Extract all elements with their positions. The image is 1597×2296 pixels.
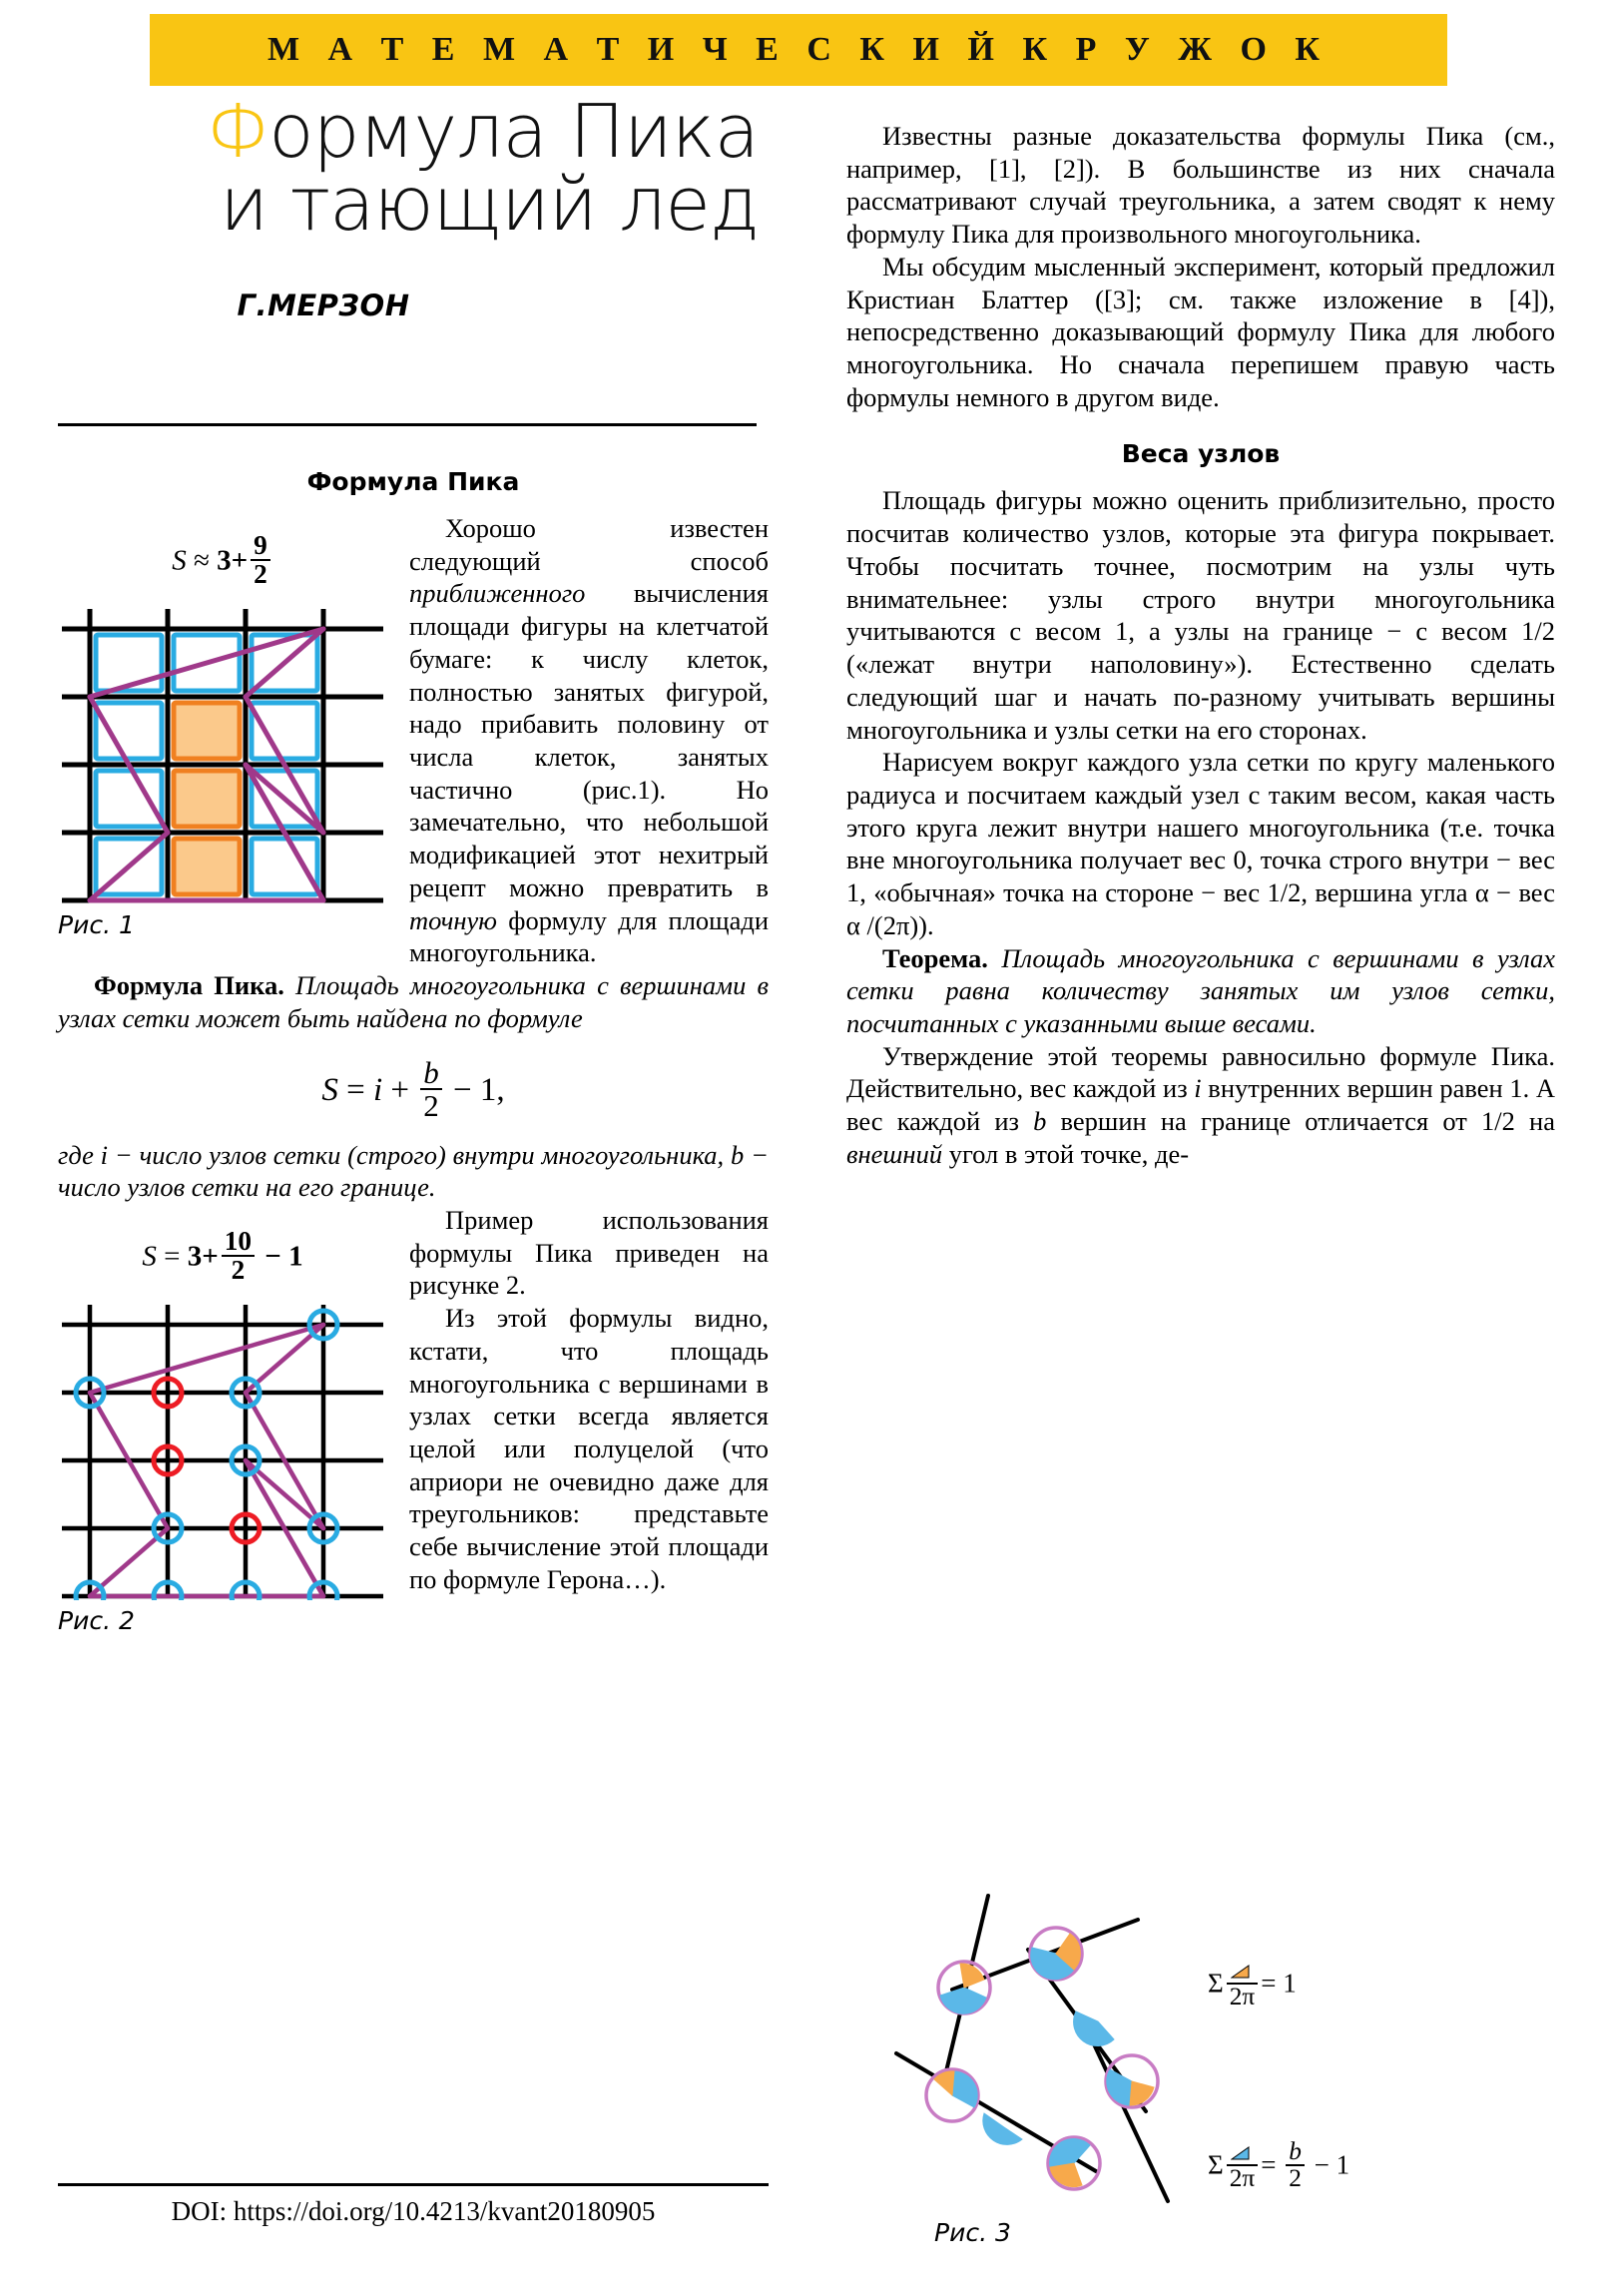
title-divider [58,423,757,426]
eq-S: S [321,1071,338,1108]
figure-3-equation-bottom [1208,2139,1349,2192]
rp6-i2: b [1033,1106,1047,1137]
f3-sigma-top: Σ [1208,1968,1224,1999]
fig2-lhs: S [142,1240,157,1273]
left-paragraph-2 [58,969,769,1034]
left-paragraph-4: Пример использования формулы Пика приведен на рисунке 2. [409,1204,769,1301]
title-accent-letter: Ф [206,89,269,175]
fig3-node-vertex [938,1962,990,2013]
fig1-lhs: S [172,544,187,577]
right-column [846,120,1555,1171]
lp3-a: где [58,1139,101,1170]
figure-2 [58,1214,387,1635]
f3-rhs-tail: − 1 [1314,2149,1350,2180]
eq-comma: , [496,1071,505,1108]
banner-title: М А Т Е М А Т И Ч Е С К И Й К Р У Ж О К [266,31,1331,68]
lp1-i1: приближенного [409,578,586,609]
eq-fraction [420,1054,442,1123]
figure-2-caption: Рис. 2 [58,1605,135,1635]
figure-1-caption: Рис. 1 [58,909,135,939]
f3-sigma-bottom: Σ [1208,2149,1224,2180]
right-paragraph-5 [846,942,1555,1040]
f3-rhs-frac [1286,2139,1305,2192]
lp3-b: − число узлов сетки (строго) внутри многоугольника, [108,1139,732,1170]
lp1-c: формулу для площади многоугольника. [409,904,769,968]
rp6-a: Утверждение этой теоремы равносильно формуле Пика. Действительно, вес каждой из [846,1040,1555,1104]
f3-rhs-num: b [1289,2137,1302,2165]
fig2-frac-num: 10 [224,1225,253,1256]
left-paragraph-5: Из этой формулы видно, кстати, что площадь многоугольника с вершинами в узлах сетки всегда является целой или полуцелой (что априори не очевидно даже для треугольников: представьте себе вычисление этой площади по формуле Герона…). [409,1303,769,1594]
f3-frac-bottom [1227,2139,1259,2192]
lp1-b: вычисления площади фигуры на клетчатой бумаге: к числу клеток, полностью занятых фигурой, надо прибавить половину от числа клеток, занятых частично (рис.1). Но замечательно, что небольшой модификацией этот нехитрый рецепт можно превратить в [409,578,769,902]
fig3-node-vertex [1030,1928,1082,1980]
fig1-fraction [251,532,270,589]
rp6-c: вершин на границе отличается от 1/2 на [1046,1106,1555,1137]
left-column [58,467,769,1639]
article-title-line1 [60,89,759,175]
article-title-line2: и тающий лед [220,162,759,249]
f3-rhs-den: 2 [1286,2164,1305,2191]
fig3-node-edge [1074,2011,1114,2045]
rp6-i1: i [1194,1073,1202,1104]
f3-eq-bottom-sign: = [1261,2149,1277,2180]
right-paragraph-1: Известны разные доказательства формулы Пика (см., например, [1], [2]). В большинстве из них сначала рассматривают случай треугольника, а затем сводят к нему формулу Пика для произвольного многоугольника. [846,121,1555,250]
fig3-node-vertex [1106,2055,1158,2107]
f3-angle-blue-icon [1227,2139,1259,2164]
rp6-i3: внешний [846,1138,943,1169]
heading-node-weights: Веса узлов [1121,439,1281,469]
f3-eq-top-sign: = [1261,1968,1277,1999]
fig2-frac-den: 2 [222,1255,255,1284]
fig1-plus: + [231,544,249,577]
fig1-frac-den: 2 [251,559,270,588]
f3-den-top: 2π [1227,1983,1259,2009]
rp5-italic: Площадь многоугольника с вершинами в узлах сетки равна количеству занятых им узлов сетки, посчитанных с указанными выше весами. [846,942,1555,1038]
fig1-rel: ≈ [193,544,210,577]
lp1-i2: точную [409,904,497,935]
right-paragraph-4: Нарисуем вокруг каждого узла сетки по кругу маленького радиуса и посчитаем каждый узел с таким весом, какая часть этого круга лежит внутри нашего многоугольника (т.е. точка вне многоугольника получает вес 0, точка строго внутри − вес 1, «обычная» точка на стороне − вес 1/2, вершина угла α − вес α /(2π)). [846,747,1555,940]
figure-1-graphic [58,605,387,904]
rp5-bold: Теорема. [882,942,988,973]
fig3-node-vertex [926,2069,978,2121]
fig2-tail: − 1 [265,1240,303,1273]
lp3-i: i [100,1139,109,1170]
rp6-b: внутренних вершин равен 1. А вес каждой из [846,1073,1555,1137]
f3-eq-top-rhs: 1 [1283,1968,1297,1999]
right-paragraph-6 [846,1040,1555,1171]
fig1-frac-num: 9 [254,530,267,560]
lp3-i2: b [731,1139,745,1170]
fig1-whole: 3 [217,544,232,577]
rp6-d: угол в этой точке, де- [942,1138,1190,1169]
fig2-plus: + [202,1240,219,1273]
fig3-node-vertex [1048,2137,1100,2189]
figure-2-graphic [58,1301,387,1600]
left-paragraph-3 [58,1139,769,1204]
fig2-rel: = [164,1240,181,1273]
right-paragraph-2: Мы обсудим мысленный эксперимент, который предложил Кристиан Блаттер ([3]; см. также изложение в [4]), непосредственно доказывающий формулу Пика для любого многоугольника. Но сначала перепишем правую часть формулы немного в другом виде. [846,251,1555,412]
figure-1-formula [58,532,387,589]
pick-formula-display: S = i + $\frac{b}{2}$ − 1, [321,1054,505,1123]
heading-pick-formula: Формула Пика [306,467,520,496]
figure-3 [856,1872,1555,2271]
eq-frac-den: 2 [420,1088,442,1121]
eq-i: i [372,1071,383,1108]
title-block [60,89,759,322]
eq-frac-num: b [423,1054,439,1090]
lp1-a: Хорошо известен следующий способ [409,513,769,576]
title-line1-rest: ормула Пика [268,89,759,175]
section-banner [150,14,1447,86]
f3-angle-orange-icon [1227,1958,1259,1983]
figure-2-formula [58,1225,387,1286]
doi-text: DOI: https://doi.org/10.4213/kvant20180905 [171,2196,656,2226]
fig2-fraction [222,1225,255,1286]
lp2-bold: Формула Пика. [94,970,284,1001]
f3-den-bottom: 2π [1227,2164,1259,2191]
figure-1 [58,518,387,939]
figure-3-caption: Рис. 3 [934,2218,1011,2247]
figure-3-equation-top [1208,1958,1297,2010]
author-name: Г.МЕРЗОН [237,287,410,322]
f3-frac-top [1227,1958,1259,2010]
right-paragraph-3: Площадь фигуры можно оценить приблизительно, просто посчитав количество узлов, которые эта фигура покрывает. Чтобы посчитать точнее, посмотрим на узлы чуть внимательнее: узлы строго внутри многоугольника учитываются с весом 1, а узлы на границе − с весом 1/2 («лежат внутри наполовину»). Естественно сделать следующий шаг и начать по-разному учитывать вершины многоугольника и узлы сетки на его сторонах. [846,485,1555,745]
fig2-whole: 3 [187,1240,203,1273]
lp2-italic: Площадь многоугольника с вершинами в узлах сетки может быть найдена по формуле [58,970,769,1033]
lp3-c: − число узлов сетки на его границе. [58,1139,769,1203]
doi-divider [58,2183,769,2186]
